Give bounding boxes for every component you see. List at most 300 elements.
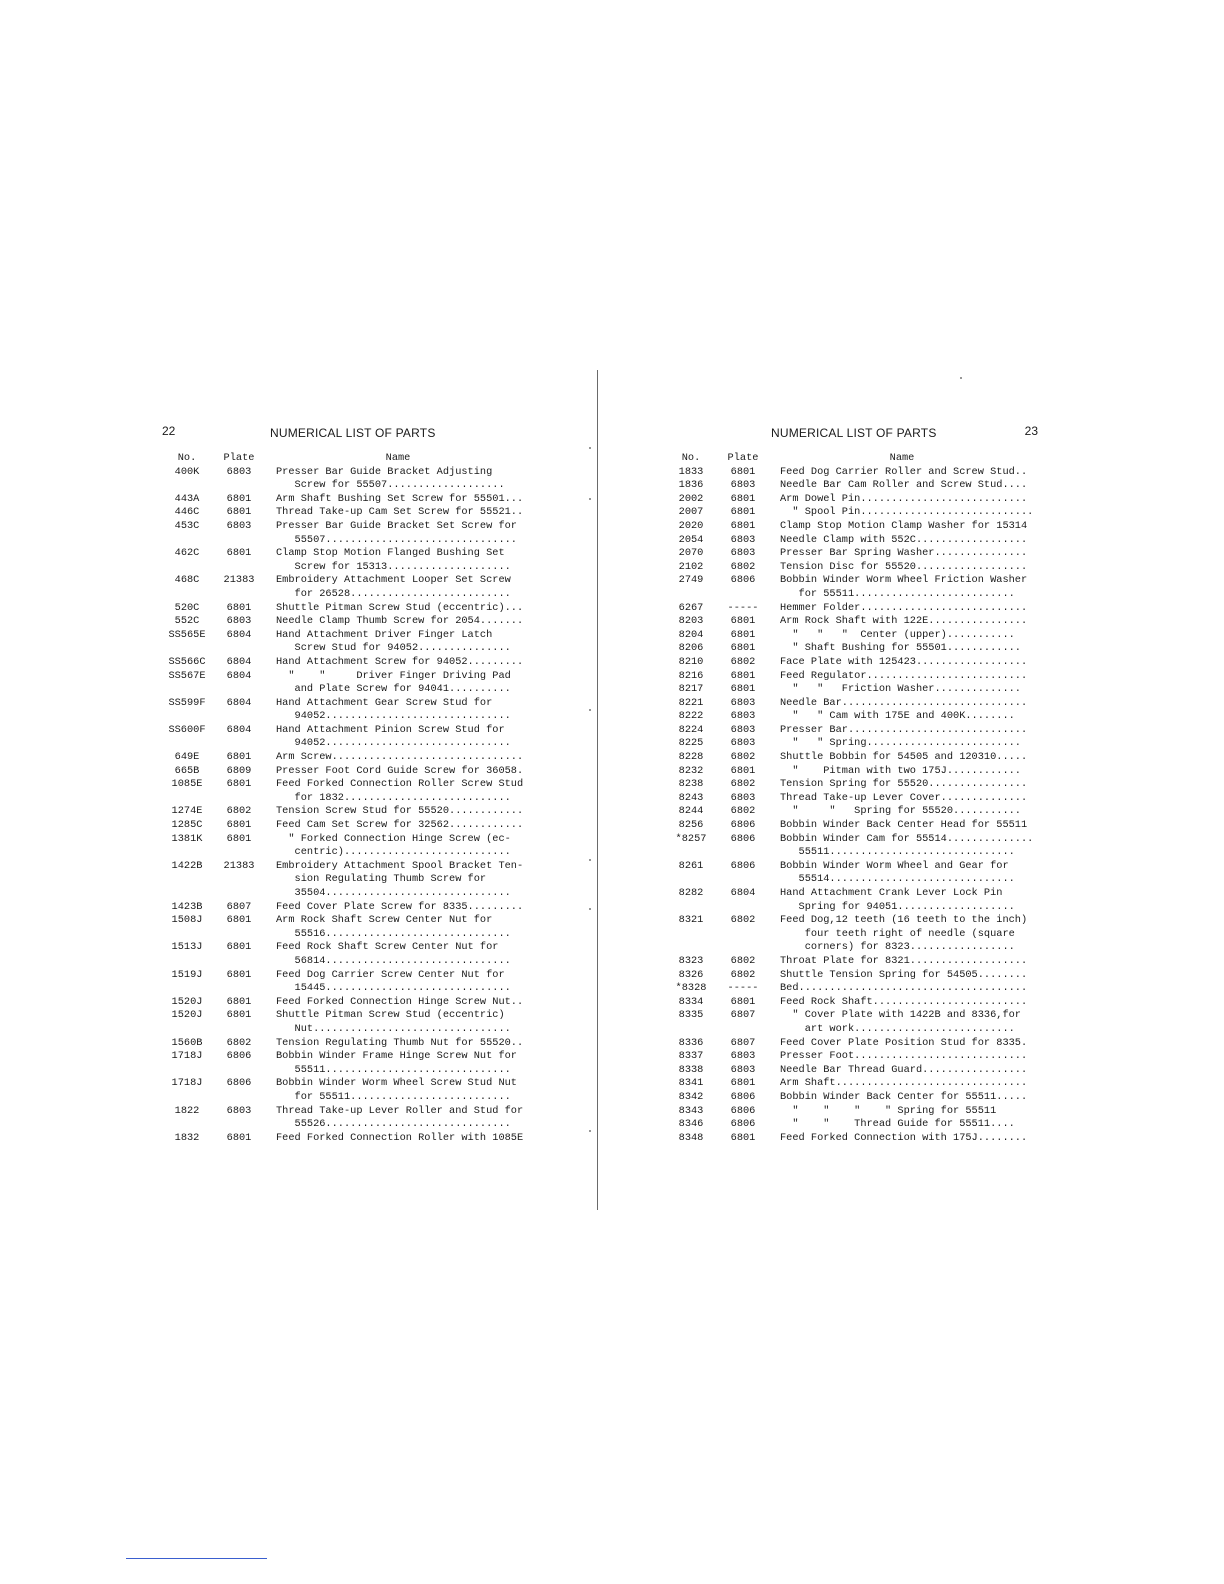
part-number: 468C bbox=[174, 574, 200, 587]
part-name-line: for 55511.......................... bbox=[276, 1090, 511, 1103]
plate-number: 6801 bbox=[226, 914, 252, 927]
plate-number: 6806 bbox=[226, 1050, 252, 1063]
part-name bbox=[770, 1037, 1034, 1051]
part-name-line: " Shaft Bushing for 55501............ bbox=[780, 642, 1021, 655]
table-row bbox=[162, 724, 534, 751]
part-name bbox=[266, 1009, 530, 1036]
plate-number: 6807 bbox=[226, 900, 252, 913]
plate-number: 6804 bbox=[226, 696, 252, 709]
part-number: SS565E bbox=[168, 628, 206, 641]
part-name-line: " " " " Spring for 55511 bbox=[780, 1104, 997, 1117]
table-row bbox=[162, 1105, 534, 1132]
part-name bbox=[770, 683, 1034, 697]
part-name-line: Screw Stud for 94052............... bbox=[276, 642, 511, 655]
part-number: 1381K bbox=[171, 832, 203, 845]
part-number: 1285C bbox=[171, 819, 203, 832]
part-name-line: Clamp Stop Motion Flanged Bushing Set bbox=[276, 547, 505, 560]
part-name bbox=[266, 819, 530, 833]
part-name-line: 15445.............................. bbox=[276, 982, 511, 995]
table-row bbox=[666, 561, 1038, 575]
footer-rule bbox=[126, 1558, 267, 1559]
part-number: 8243 bbox=[678, 791, 704, 804]
plate-number: 6801 bbox=[730, 1077, 756, 1090]
part-name bbox=[770, 710, 1034, 724]
part-name bbox=[266, 466, 530, 493]
part-number: 8338 bbox=[678, 1063, 704, 1076]
plate-number: 6801 bbox=[730, 465, 756, 478]
part-name-line: art work.......................... bbox=[780, 1022, 1015, 1035]
header-no: No. bbox=[177, 452, 197, 464]
part-number: 8326 bbox=[678, 968, 704, 981]
table-row bbox=[666, 765, 1038, 779]
part-number: 2749 bbox=[678, 574, 704, 587]
part-number: 2070 bbox=[678, 547, 704, 560]
part-number: 446C bbox=[174, 506, 200, 519]
part-name bbox=[266, 656, 530, 670]
part-name bbox=[266, 778, 530, 805]
plate-number: 6803 bbox=[226, 519, 252, 532]
header-plate: Plate bbox=[727, 452, 759, 464]
table-row bbox=[666, 887, 1038, 914]
plate-number: 6801 bbox=[226, 547, 252, 560]
part-number: 8238 bbox=[678, 778, 704, 791]
plate-number: 6809 bbox=[226, 764, 252, 777]
header-plate: Plate bbox=[223, 452, 255, 464]
table-row bbox=[162, 520, 534, 547]
part-name bbox=[770, 615, 1034, 629]
part-number: 400K bbox=[174, 465, 200, 478]
table-row bbox=[162, 506, 534, 520]
plate-number: 6801 bbox=[226, 819, 252, 832]
part-name bbox=[770, 534, 1034, 548]
part-name-line: Hand Attachment Crank Lever Lock Pin bbox=[780, 887, 1003, 899]
part-name-line: Feed Cam Set Screw for 32562............ bbox=[276, 819, 524, 832]
part-name-line: Feed Rock Shaft Screw Center Nut for bbox=[276, 941, 499, 954]
part-name-line: Arm Shaft Bushing Set Screw for 55501... bbox=[276, 492, 524, 505]
table-row bbox=[162, 656, 534, 670]
table-rows bbox=[162, 466, 534, 1146]
part-name bbox=[770, 724, 1034, 738]
table-row bbox=[666, 751, 1038, 765]
part-name-line: " " Driver Finger Driving Pad bbox=[276, 669, 511, 682]
part-number: SS600F bbox=[168, 723, 206, 736]
plate-number: 6801 bbox=[226, 941, 252, 954]
plate-number: 6801 bbox=[226, 995, 252, 1008]
part-name-line: Feed Dog,12 teeth (16 teeth to the inch) bbox=[780, 914, 1028, 927]
part-name bbox=[770, 547, 1034, 561]
plate-number: 6801 bbox=[730, 492, 756, 505]
part-name-line: Spring for 94051................... bbox=[780, 900, 1015, 913]
part-name bbox=[770, 520, 1034, 534]
table-row bbox=[666, 792, 1038, 806]
table-row bbox=[666, 1091, 1038, 1105]
plate-number: 6803 bbox=[730, 791, 756, 804]
part-number: 2020 bbox=[678, 519, 704, 532]
part-name bbox=[770, 697, 1034, 711]
part-name bbox=[770, 819, 1034, 833]
part-number: 462C bbox=[174, 547, 200, 560]
part-name-line: Needle Bar Cam Roller and Screw Stud.... bbox=[780, 479, 1028, 492]
part-name-line: Presser Bar............................. bbox=[780, 723, 1028, 736]
part-name-line: Feed Forked Connection Roller with 1085E bbox=[276, 1131, 524, 1144]
table-row bbox=[666, 1077, 1038, 1091]
table-row bbox=[162, 615, 534, 629]
part-name bbox=[266, 697, 530, 724]
part-name-line: Thread Take-up Lever Roller and Stud for bbox=[276, 1104, 524, 1117]
part-name bbox=[770, 751, 1034, 765]
table-row bbox=[666, 656, 1038, 670]
part-number: 8244 bbox=[678, 805, 704, 818]
part-number: SS567E bbox=[168, 669, 206, 682]
plate-number: 6806 bbox=[730, 1118, 756, 1131]
table-row bbox=[666, 1118, 1038, 1132]
table-row bbox=[666, 615, 1038, 629]
table-row bbox=[666, 683, 1038, 697]
part-number: 1560B bbox=[171, 1036, 203, 1049]
plate-number: 6803 bbox=[226, 1104, 252, 1117]
part-name-line: centric)........................... bbox=[276, 846, 511, 859]
plate-number: 6806 bbox=[730, 832, 756, 845]
part-name-line: Tension Disc for 55520.................. bbox=[780, 560, 1028, 573]
header-name: Name bbox=[385, 452, 411, 464]
plate-number: 6802 bbox=[730, 560, 756, 573]
plate-number: 6803 bbox=[730, 723, 756, 736]
part-number: SS566C bbox=[168, 655, 206, 668]
part-name-line: Bobbin Winder Worm Wheel Screw Stud Nut bbox=[276, 1077, 517, 1090]
scan-speck bbox=[589, 447, 591, 449]
part-number: 8228 bbox=[678, 751, 704, 764]
part-number: 1836 bbox=[678, 479, 704, 492]
part-number: 8216 bbox=[678, 669, 704, 682]
part-number: 8343 bbox=[678, 1104, 704, 1117]
part-number: 8224 bbox=[678, 723, 704, 736]
part-name-line: Feed Cover Plate Position Stud for 8335. bbox=[780, 1036, 1028, 1049]
plate-number: 6803 bbox=[226, 615, 252, 628]
part-name bbox=[770, 479, 1034, 493]
part-name-line: Needle Clamp with 552C.................. bbox=[780, 533, 1028, 546]
part-name-line: 94052.............................. bbox=[276, 737, 511, 750]
part-name-line: Presser Foot............................ bbox=[780, 1050, 1028, 1063]
part-name bbox=[266, 914, 530, 941]
plate-number: 6802 bbox=[730, 914, 756, 927]
part-number: SS599F bbox=[168, 696, 206, 709]
table-row bbox=[666, 629, 1038, 643]
part-name bbox=[266, 629, 530, 656]
part-number: 1822 bbox=[174, 1104, 200, 1117]
part-name-line: Bobbin Winder Back Center Head for 55511 bbox=[780, 819, 1028, 832]
part-name bbox=[266, 1050, 530, 1077]
plate-number: 6801 bbox=[730, 764, 756, 777]
page-number: 22 bbox=[162, 424, 176, 438]
table-row bbox=[666, 955, 1038, 969]
scan-speck bbox=[589, 859, 591, 861]
part-name-line: Presser Foot Cord Guide Screw for 36058. bbox=[276, 764, 524, 777]
plate-number: 6801 bbox=[226, 601, 252, 614]
table-row bbox=[666, 996, 1038, 1010]
part-name bbox=[770, 1050, 1034, 1064]
part-name-line: Bobbin Winder Back Center for 55511..... bbox=[780, 1090, 1028, 1103]
part-name-line: Embroidery Attachment Spool Bracket Ten- bbox=[276, 859, 524, 872]
table-row bbox=[666, 778, 1038, 792]
table-row bbox=[162, 765, 534, 779]
part-name-line: Screw for 15313.................... bbox=[276, 560, 511, 573]
table-row bbox=[666, 1009, 1038, 1036]
part-name bbox=[770, 887, 1034, 914]
plate-number: ----- bbox=[727, 601, 759, 614]
part-number: 1519J bbox=[171, 968, 203, 981]
plate-number: 6806 bbox=[730, 819, 756, 832]
table-row bbox=[666, 1064, 1038, 1078]
part-name bbox=[770, 561, 1034, 575]
plate-number: ----- bbox=[727, 982, 759, 995]
part-name bbox=[770, 860, 1034, 887]
part-name-line: " " Spring......................... bbox=[780, 737, 1021, 750]
page-title: NUMERICAL LIST OF PARTS bbox=[771, 426, 937, 440]
part-name-line: for 26528.......................... bbox=[276, 587, 511, 600]
plate-number: 6802 bbox=[730, 778, 756, 791]
part-name-line: Clamp Stop Motion Clamp Washer for 15314 bbox=[780, 519, 1028, 532]
plate-number: 6801 bbox=[226, 492, 252, 505]
part-name bbox=[770, 765, 1034, 779]
part-number: 1085E bbox=[171, 778, 203, 791]
part-name-line: Tension Spring for 55520................ bbox=[780, 778, 1028, 791]
part-name-line: Hand Attachment Pinion Screw Stud for bbox=[276, 723, 505, 736]
part-number: 1520J bbox=[171, 1009, 203, 1022]
part-name-line: Embroidery Attachment Looper Set Screw bbox=[276, 574, 511, 587]
part-number: 8203 bbox=[678, 615, 704, 628]
part-name-line: Feed Dog Carrier Screw Center Nut for bbox=[276, 968, 505, 981]
part-name-line: 55511.............................. bbox=[780, 846, 1015, 859]
part-name bbox=[266, 493, 530, 507]
part-name-line: Presser Bar Guide Bracket Adjusting bbox=[276, 465, 493, 478]
part-number: 8337 bbox=[678, 1050, 704, 1063]
part-name bbox=[770, 656, 1034, 670]
part-number: 2102 bbox=[678, 560, 704, 573]
plate-number: 6802 bbox=[730, 805, 756, 818]
plate-number: 6801 bbox=[730, 642, 756, 655]
part-name-line: Thread Take-up Lever Cover.............. bbox=[780, 791, 1028, 804]
part-number: 665B bbox=[174, 764, 200, 777]
part-number: 8336 bbox=[678, 1036, 704, 1049]
part-name bbox=[266, 1077, 530, 1104]
part-number: 8334 bbox=[678, 995, 704, 1008]
plate-number: 6801 bbox=[226, 506, 252, 519]
plate-number: 6802 bbox=[730, 968, 756, 981]
part-name bbox=[266, 901, 530, 915]
part-name bbox=[770, 629, 1034, 643]
plate-number: 6801 bbox=[730, 995, 756, 1008]
part-name-line: Feed Regulator.......................... bbox=[780, 669, 1028, 682]
part-name-line: Shuttle Bobbin for 54505 and 120310..... bbox=[780, 751, 1028, 764]
part-name-line: Bobbin Winder Frame Hinge Screw Nut for bbox=[276, 1050, 517, 1063]
table-row bbox=[666, 697, 1038, 711]
part-name bbox=[770, 493, 1034, 507]
part-name-line: " Pitman with two 175J............ bbox=[780, 764, 1021, 777]
part-number: 2002 bbox=[678, 492, 704, 505]
header-no: No. bbox=[681, 452, 701, 464]
plate-number: 6801 bbox=[226, 751, 252, 764]
part-name bbox=[266, 1132, 530, 1146]
part-name-line: Arm Screw............................... bbox=[276, 751, 524, 764]
part-name-line: " Cover Plate with 1422B and 8336,for bbox=[780, 1009, 1021, 1022]
part-number: 1422B bbox=[171, 859, 203, 872]
table-row bbox=[666, 534, 1038, 548]
table-row bbox=[666, 520, 1038, 534]
plate-number: 6802 bbox=[730, 954, 756, 967]
part-name bbox=[770, 969, 1034, 983]
table-row bbox=[666, 547, 1038, 561]
part-number: 8342 bbox=[678, 1090, 704, 1103]
part-name bbox=[266, 602, 530, 616]
part-name bbox=[770, 792, 1034, 806]
part-name-line: Arm Rock Shaft Screw Center Nut for bbox=[276, 914, 493, 927]
part-name bbox=[770, 914, 1034, 955]
part-name-line: Thread Take-up Cam Set Screw for 55521.. bbox=[276, 506, 524, 519]
part-number: 1274E bbox=[171, 805, 203, 818]
plate-number: 6803 bbox=[730, 737, 756, 750]
part-name-line: Feed Forked Connection Roller Screw Stud bbox=[276, 778, 524, 791]
part-name-line: Bobbin Winder Cam for 55514.............. bbox=[780, 832, 1034, 845]
part-name bbox=[770, 1118, 1034, 1132]
scan-speck bbox=[589, 709, 591, 711]
plate-number: 6806 bbox=[730, 1104, 756, 1117]
table-row bbox=[162, 1077, 534, 1104]
plate-number: 6801 bbox=[730, 519, 756, 532]
part-number: 1718J bbox=[171, 1077, 203, 1090]
part-name bbox=[266, 969, 530, 996]
plate-number: 6803 bbox=[730, 710, 756, 723]
part-name-line: Needle Bar.............................. bbox=[780, 696, 1028, 709]
table-row bbox=[162, 778, 534, 805]
part-name-line: 94052.............................. bbox=[276, 710, 511, 723]
part-name-line: " Spool Pin............................ bbox=[780, 506, 1034, 519]
part-name-line: corners) for 8323................. bbox=[780, 941, 1015, 954]
part-name bbox=[770, 602, 1034, 616]
part-name bbox=[266, 670, 530, 697]
table-row bbox=[666, 833, 1038, 860]
part-number: 8341 bbox=[678, 1077, 704, 1090]
table-row bbox=[666, 479, 1038, 493]
part-name-line: Feed Dog Carrier Roller and Screw Stud.. bbox=[780, 465, 1028, 478]
table-row bbox=[666, 602, 1038, 616]
part-number: 8282 bbox=[678, 887, 704, 899]
part-name bbox=[266, 574, 530, 601]
page-gutter-line bbox=[597, 370, 598, 1210]
table-row bbox=[162, 670, 534, 697]
table-row bbox=[162, 493, 534, 507]
header-name: Name bbox=[889, 452, 915, 464]
plate-number: 6801 bbox=[226, 832, 252, 845]
part-name bbox=[266, 805, 530, 819]
part-number: 649E bbox=[174, 751, 200, 764]
part-name bbox=[770, 1132, 1034, 1146]
table-row bbox=[162, 914, 534, 941]
part-name-line: Needle Clamp Thumb Screw for 2054....... bbox=[276, 615, 524, 628]
part-name-line: Bobbin Winder Worm Wheel and Gear for bbox=[780, 859, 1009, 872]
table-row bbox=[162, 629, 534, 656]
part-number: *8257 bbox=[675, 832, 707, 845]
part-number: 1718J bbox=[171, 1050, 203, 1063]
part-name-line: sion Regulating Thumb Screw for bbox=[276, 873, 487, 886]
scan-speck bbox=[589, 908, 591, 910]
part-number: 8217 bbox=[678, 683, 704, 696]
part-name-line: Throat Plate for 8321................... bbox=[780, 954, 1028, 967]
table-row bbox=[666, 969, 1038, 983]
part-name bbox=[770, 982, 1034, 996]
page-number: 23 bbox=[1024, 424, 1038, 438]
plate-number: 6801 bbox=[730, 628, 756, 641]
part-name-line: Feed Forked Connection with 175J........ bbox=[780, 1131, 1028, 1144]
part-name bbox=[770, 737, 1034, 751]
part-number: 8206 bbox=[678, 642, 704, 655]
plate-number: 6801 bbox=[226, 968, 252, 981]
part-name-line: Bobbin Winder Worm Wheel Friction Washer bbox=[780, 574, 1028, 587]
scan-speck bbox=[589, 498, 591, 500]
part-name bbox=[770, 1064, 1034, 1078]
part-number: 443A bbox=[174, 492, 200, 505]
plate-number: 6806 bbox=[226, 1077, 252, 1090]
part-number: 8335 bbox=[678, 1009, 704, 1022]
plate-number: 6801 bbox=[226, 1009, 252, 1022]
part-name bbox=[770, 574, 1034, 601]
scan-speck bbox=[960, 377, 962, 379]
plate-number: 6804 bbox=[226, 669, 252, 682]
plate-number: 6801 bbox=[226, 1131, 252, 1144]
part-name bbox=[266, 547, 530, 574]
plate-number: 6803 bbox=[226, 465, 252, 478]
table-row bbox=[162, 1050, 534, 1077]
part-name-line: 55514.............................. bbox=[780, 873, 1015, 886]
part-name-line: for 1832........................... bbox=[276, 791, 511, 804]
part-name-line: Shuttle Pitman Screw Stud (eccentric)... bbox=[276, 601, 524, 614]
table-row bbox=[666, 710, 1038, 724]
part-number: 8323 bbox=[678, 954, 704, 967]
part-name-line: Hand Attachment Driver Finger Latch bbox=[276, 628, 493, 641]
plate-number: 6802 bbox=[226, 805, 252, 818]
part-name-line: Nut................................ bbox=[276, 1022, 511, 1035]
plate-number: 6806 bbox=[730, 574, 756, 587]
part-number: 8232 bbox=[678, 764, 704, 777]
plate-number: 6802 bbox=[730, 655, 756, 668]
table-row bbox=[162, 805, 534, 819]
part-name-line: Arm Rock Shaft with 122E................ bbox=[780, 615, 1028, 628]
part-name-line: Hand Attachment Screw for 94052......... bbox=[276, 655, 524, 668]
part-number: 8204 bbox=[678, 628, 704, 641]
part-name-line: " " Friction Washer.............. bbox=[780, 683, 1021, 696]
table-row bbox=[666, 737, 1038, 751]
plate-number: 6801 bbox=[730, 615, 756, 628]
plate-number: 6803 bbox=[730, 533, 756, 546]
part-name-line: for 55511.......................... bbox=[780, 587, 1015, 600]
part-name bbox=[266, 996, 530, 1010]
part-name bbox=[770, 778, 1034, 792]
table-row bbox=[162, 602, 534, 616]
table-row bbox=[162, 901, 534, 915]
part-name-line: Hemmer Folder........................... bbox=[780, 601, 1028, 614]
part-number: 1508J bbox=[171, 914, 203, 927]
part-number: *8328 bbox=[675, 982, 707, 995]
part-name bbox=[266, 724, 530, 751]
part-name bbox=[266, 1105, 530, 1132]
part-name-line: Feed Cover Plate Screw for 8335......... bbox=[276, 900, 524, 913]
part-name bbox=[266, 751, 530, 765]
part-name-line: 55507............................... bbox=[276, 533, 517, 546]
scan-speck bbox=[589, 1130, 591, 1132]
plate-number: 21383 bbox=[223, 574, 255, 587]
table-row bbox=[666, 805, 1038, 819]
part-name bbox=[770, 996, 1034, 1010]
part-number: 8221 bbox=[678, 696, 704, 709]
